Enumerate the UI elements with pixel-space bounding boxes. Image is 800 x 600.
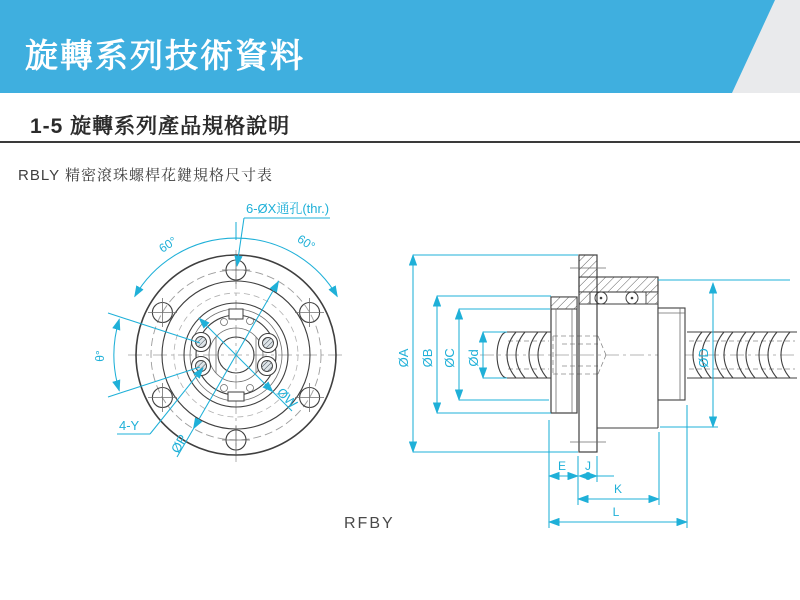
label-pitch-diameter: ØP	[167, 431, 191, 456]
label-dia-b: ØB	[420, 348, 435, 368]
label-dia-a: ØA	[396, 348, 411, 368]
nut-body	[579, 277, 658, 428]
side-view-dimensions	[396, 255, 790, 528]
figure-caption: RFBY	[344, 515, 395, 532]
table-caption: RBLY 精密滾珠螺桿花鍵規格尺寸表	[18, 167, 273, 184]
label-dim-e: E	[557, 459, 567, 473]
spline-nut-cylinder	[551, 297, 577, 413]
label-spline-diameter: ØW	[273, 384, 301, 412]
label-theta: θ°	[93, 350, 107, 362]
label-angle-60-right: 60°	[294, 231, 318, 254]
label-angle-60-left: 60°	[156, 233, 180, 256]
label-dim-j: J	[585, 459, 591, 473]
front-view-drawing	[93, 201, 344, 462]
lock-collar	[658, 308, 685, 400]
label-dia-d-small: Ød	[466, 349, 481, 367]
label-inner-holes: 4-Y	[119, 418, 140, 433]
label-dim-k: K	[613, 482, 623, 496]
label-dia-d-large: ØD	[696, 348, 711, 368]
side-view-drawing	[396, 255, 797, 528]
label-hole-callout: 6-ØX通孔(thr.)	[246, 201, 330, 216]
page-title: 旋轉系列技術資料	[25, 37, 305, 74]
label-dim-l: L	[612, 505, 620, 519]
front-view-dimensions	[93, 201, 337, 457]
section-heading: 1-5 旋轉系列產品規格說明	[30, 115, 291, 138]
label-dia-c: ØC	[442, 348, 457, 368]
